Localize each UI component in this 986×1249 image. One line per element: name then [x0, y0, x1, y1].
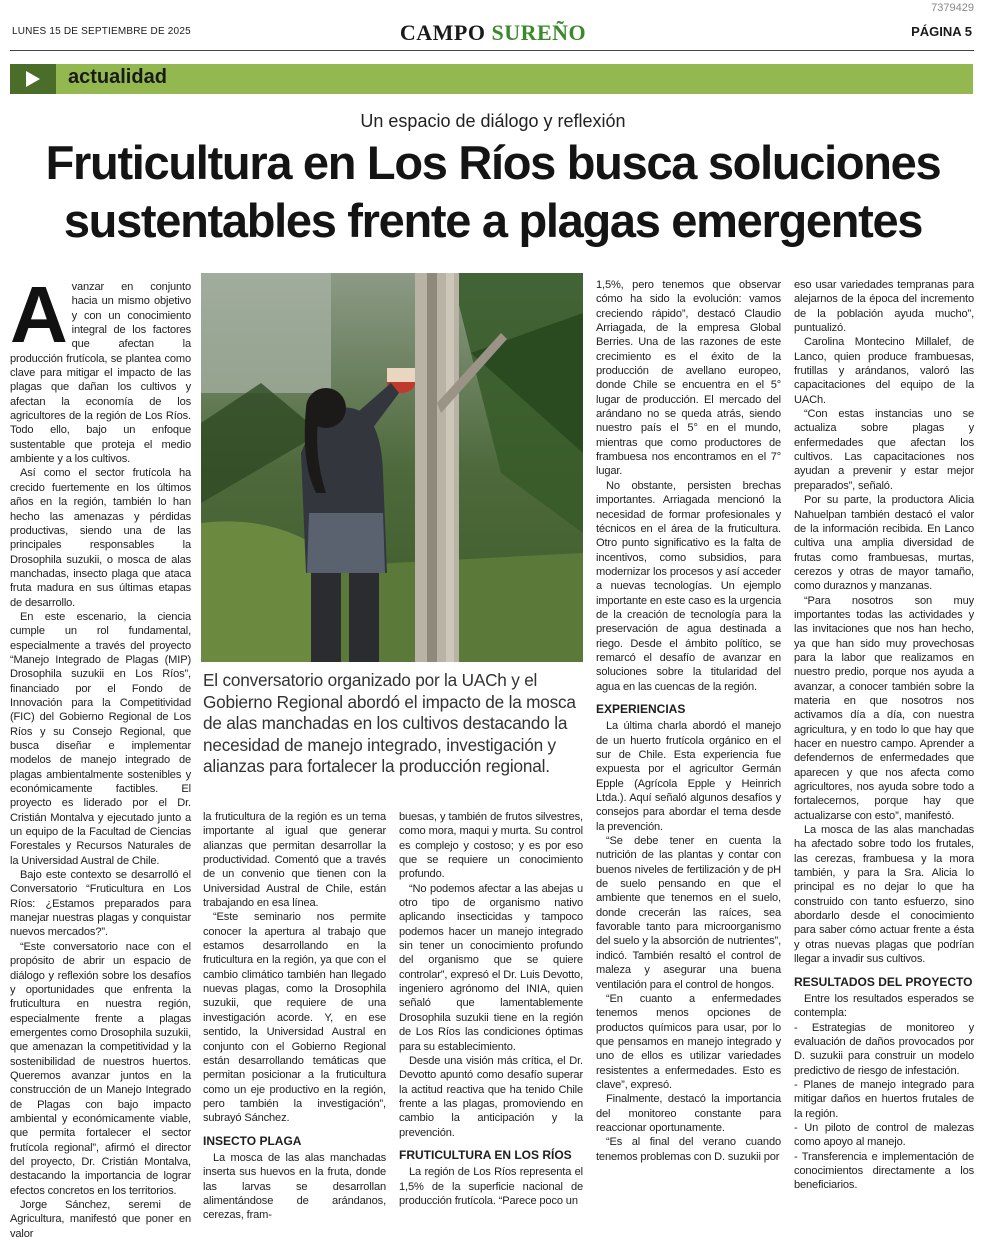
- subheading: INSECTO PLAGA: [203, 1133, 302, 1148]
- page-number: PÁGINA 5: [911, 24, 972, 39]
- body-paragraph: “Es al final del verano cuando tenemos problemas con D. suzukii por: [596, 1136, 781, 1163]
- body-paragraph: Entre los resultados esperados se contempla:: [794, 992, 974, 1020]
- article-photo: [201, 273, 583, 662]
- article-column-3: [399, 810, 583, 1208]
- body-paragraph: “Para nosotros son muy importantes todas las actividades y las invitaciones que nos han hecho, ya que han sido muy provechosas para la labor que realizamos en nuestro predio, porque nos ayuda a avanzar, a conocer también sobre la materia en que nosotros nos activamos día a día, con nuestra agricultura, y en todo lo que hay que hacer en nuestro campo. Aprender a defendernos de enfermedades que aparecen y que nos afecta como agricultores, nos ayuda sobre todo a fortalecernos, porque hay que actualizarse con esto”, manifestó.: [794, 594, 974, 822]
- section-label: actualidad: [68, 66, 167, 88]
- body-paragraph: “Este conversatorio nace con el propósito de abrir un espacio de diálogo y reflexión sobre los desafíos y oportunidades que enfrenta la fruticultura en nuestra región, especialmente frente a plagas emergentes como Drosophila suzukii, que amenazan la competitividad y la sostenibilidad de nuestros huertos. Queremos avanzar juntos en la construcción de un Manejo Integrado de Plagas con bajo impacto ambiental y económicamente viable, que permita fortalecer el sector frutícola regional”, afirmó el director del proyecto, Dr. Cristián Montalva, destacando la importancia de lograr efectos concretos en los territorios.: [10, 940, 191, 1197]
- article-column-4: [596, 278, 781, 1164]
- article-column-1: [10, 270, 191, 1241]
- body-paragraph: “En cuanto a enfermedades tenemos menos opciones de productos químicos para usar, por lo que pensamos en manejo integrado y uno de ellos es utilizar variedades resistentes a enfermedades. Esto es clave”, expresó.: [596, 992, 781, 1091]
- body-paragraph: 1,5%, pero tenemos que observar cómo ha sido la evolución: vamos creciendo rápido”, destacó Claudio Arriagada, de la empresa Global Berries. Una de las razones de este crecimiento es el éxito de la producción de avellano europeo, donde Chile se encuentra en el 5° lugar de producción. El mercado del arándano no se queda atrás, siendo nuestro país el 5° en el mundo, mientras que como productores de frambuesa nos encontramos en el 7° lugar.: [596, 279, 781, 478]
- body-paragraph: La región de Los Ríos representa el 1,5% de la superficie nacional de producción frutícola. “Parece poco un: [399, 1166, 583, 1207]
- body-paragraph: La mosca de las alas manchadas inserta sus huevos en la fruta, donde las larvas se desarrollan alimentándose de arándanos, cerezas, fram-: [203, 1151, 386, 1222]
- issue-date: LUNES 15 DE SEPTIEMBRE DE 2025: [12, 26, 191, 37]
- headline: [20, 134, 966, 250]
- subheading: RESULTADOS DEL PROYECTO: [794, 974, 973, 989]
- result-item: - Estrategias de monitoreo y evaluación de daños provocados por D. suzukii para construir un modelo predictivo de riesgo de infestación.: [794, 1021, 974, 1077]
- drop-cap: A: [10, 270, 68, 359]
- body-paragraph: “Con estas instancias uno se actualiza sobre plagas y enfermedades que afectan los cultivos. Las capacitaciones nos ayudan a prevenir y estar mejor preparados”, señaló.: [794, 408, 974, 492]
- result-item: - Planes de manejo integrado para mitigar daños en huertos frutales de la región.: [794, 1078, 974, 1120]
- body-paragraph: La última charla abordó el manejo de un huerto frutícola orgánico en el sur de Chile. Esta experiencia fue expuesta por el agricultor Germán Epple (Agrícola Epple y Heinrich Ltda.). Aquí señaló algunos desafíos y consejos para abordar el tema desde la prevención.: [596, 720, 781, 833]
- body-paragraph: “No podemos afectar a las abejas u otro tipo de organismo nativo aplicando insecticidas y tampoco podemos hacer un manejo integrado sin tener un conocimiento profundo del organismo que se quiere controlar”, expresó el Dr. Luis Devotto, ingeniero agrónomo del INIA, quien señaló que lamentablemente Drosophila suzukii tiene en la región de Los Ríos las condiciones óptimas para su establecimiento.: [399, 882, 583, 1053]
- body-paragraph: eso usar variedades tempranas para alejarnos de la época del incremento de la población ayuda mucho”, puntualizó.: [794, 279, 974, 335]
- body-paragraph: No obstante, persisten brechas importantes. Arriagada mencionó la necesidad de formar profesionales y técnicos en el área de la fruticultura. Otro punto significativo es la falta de incentivos, como subsidios, para modernizar los procesos y así acceder a nuevas tecnologías. Un ejemplo importante en este caso es la urgencia de la creación de tecnología para la preservación de agua destinada a riego. Desde el ámbito político, se remarcó el desafío de avanzar en soluciones sobre la titularidad del agua en las cuencas de la región.: [596, 479, 781, 693]
- subheading: EXPERIENCIAS: [596, 701, 686, 716]
- body-paragraph: Finalmente, destacó la importancia del monitoreo constante para reaccionar oportunamente.: [596, 1093, 781, 1134]
- headline-line-1: Fruticultura en Los Ríos busca soluciones: [45, 136, 941, 189]
- body-paragraph: vanzar en conjunto hacia un mismo objetivo y con un conocimiento integral de los factores que afectan la producción frutícola, se plantea como clave para mitigar el impacto de las plagas que dañan los cultivos y afectan la economía de los agricultores de la región de Los Ríos. Todo ello, bajo un enfoque sustentable que proteja el medio ambiente y a los cultivos.: [10, 281, 191, 466]
- body-paragraph: Así como el sector frutícola ha crecido fuertemente en los últimos años en la región, también lo han hecho las amenazas y pérdidas productivas, siendo una de las principales responsables la Drosophila suzukii, o mosca de alas manchadas, insecto plaga que ataca fruta madura en sus últimas etapas de desarrollo.: [10, 467, 191, 609]
- result-item: - Un piloto de control de malezas como apoyo al manejo.: [794, 1121, 974, 1149]
- body-paragraph: “Este seminario nos permite conocer la apertura al trabajo que estamos desarrollando en la fruticultura en la región, ya que con el cambio climático también han llegado nuevas plagas, como la Drosophila suzukii, que requiere de una investigación acorde. Y, en ese sentido, la Universidad Austral en conjunto con el Gobierno Regional están desarrollando temáticas que permitan posicionar a la fruticultura como un eje productivo en la región, pero también la investigación”, subrayó Sánchez.: [203, 911, 386, 1125]
- body-paragraph: Jorge Sánchez, seremi de Agricultura, manifestó que poner en valor: [10, 1199, 191, 1240]
- body-paragraph: Carolina Montecino Millalef, de Lanco, quien produce frambuesas, frutillas y arándanos, valoró las capacitaciones del equipo de la UACh.: [794, 336, 974, 406]
- headline-line-2: sustentables frente a plagas emergentes: [63, 194, 923, 247]
- body-paragraph: Por su parte, la productora Alicia Nahuelpan también destacó el valor de la información recibida. En Lanco cultiva una amplia diversidad de frutas como frambuesas, murtas, cerezos y otras de mayor tamaño, como duraznos y manzanas.: [794, 494, 974, 593]
- body-paragraph: Bajo este contexto se desarrolló el Conversatorio “Fruticultura en Los Ríos: ¿Estamos preparados para manejar nuestras plagas y conquistar nuevos mercados?”.: [10, 869, 191, 939]
- newspaper-logo: [0, 20, 986, 46]
- photo-image: [201, 273, 583, 662]
- result-item: - Transferencia e implementación de conocimientos directamente a los beneficiarios.: [794, 1150, 974, 1192]
- body-paragraph: La mosca de las alas manchadas ha afectado sobre todo los frutales, las cerezas, frambuesa y la mora también, y para la Sra. Alicia lo principal es no dejar lo que ha construido con tanto esfuerzo, sino abordarlo desde el conocimiento para saber cómo actuar frente a ésta y otras nuevas plagas que podrían llegar a invadir sus cultivos.: [794, 824, 974, 966]
- body-paragraph: buesas, y también de frutos silvestres, como mora, maqui y murta. Su control es complejo y costoso; y es por eso que se requiere un conocimiento profundo.: [399, 811, 583, 881]
- body-paragraph: “Se debe tener en cuenta la nutrición de las plantas y contar con buenos niveles de fertilización y de pH de suelo pensando en que el ambiente que tenemos en el suelo, donde crecerán las raíces, sea favorable tanto para microorganismo del suelo y la absorción de nutrientes”, indicó. También resaltó el control de maleza y asegurar una buena ventilación para el control de hongos.: [596, 835, 781, 991]
- article-column-5: [794, 278, 974, 1193]
- body-paragraph: Desde una visión más crítica, el Dr. Devotto apuntó como desafío superar la actitud reactiva que ha tenido Chile frente a las plagas, promoviendo en cambio la anticipación y la prevención.: [399, 1054, 583, 1139]
- play-arrow-icon: [10, 64, 56, 94]
- photo-caption: El conversatorio organizado por la UACh y el Gobierno Regional abordó el impacto de la mosca de alas manchadas en los cultivos destacando la necesidad de manejo integrado, investigación y alianzas para fortalecer la producción regional.: [203, 670, 576, 777]
- logo-word-2: SUREÑO: [491, 20, 587, 45]
- body-paragraph: la fruticultura de la región es un tema importante al igual que generar alianzas que permitan desarrollar la productividad. Comentó que a través de un convenio que tienen con la Universidad Austral de Chile, están trabajando en esa línea.: [203, 811, 386, 910]
- subheading: FRUTICULTURA EN LOS RÍOS: [399, 1147, 572, 1162]
- masthead-rule: [10, 50, 974, 51]
- masthead: [0, 0, 986, 58]
- logo-word-1: CAMPO: [399, 20, 486, 45]
- kicker: Un espacio de diálogo y reflexión: [360, 111, 626, 131]
- body-paragraph: En este escenario, la ciencia cumple un rol fundamental, especialmente a través del proyecto “Manejo Integrado de Plagas (MIP) Drosophila suzukii en Los Ríos”, financiado por el Fondo de Innovación para la Competitividad (FIC) del Gobierno Regional de Los Ríos y su Consejo Regional, que busca diseñar e implementar modelos de manejo integrado de plagas ambientalmente sostenibles y económicamente factibles. El proyecto es liderado por el Dr. Cristián Montalva y ejecutado junto a un equipo de la Facultad de Ciencias Forestales y Recursos Naturales de la Universidad Austral de Chile.: [10, 610, 191, 867]
- clipping-id: 7379429: [931, 2, 974, 14]
- article-column-2: [203, 810, 386, 1223]
